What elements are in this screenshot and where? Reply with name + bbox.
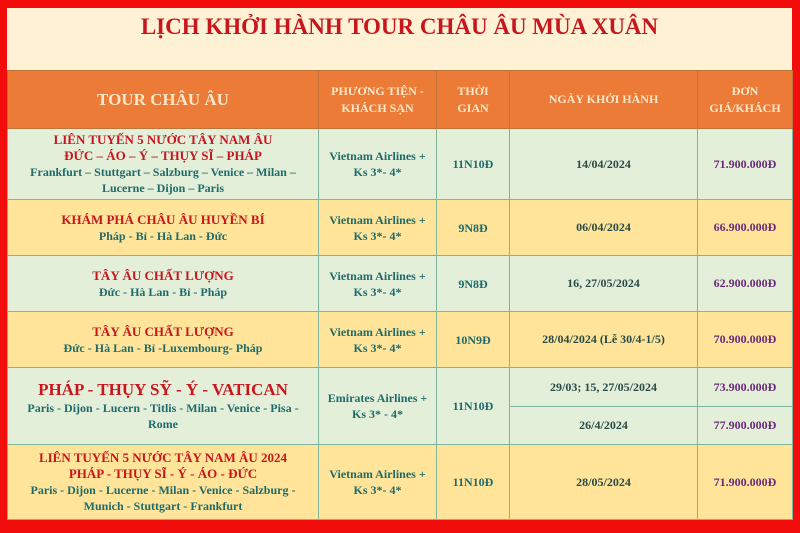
table-header-row [8, 71, 793, 129]
table-row [8, 445, 793, 520]
page-title: LỊCH KHỞI HÀNH TOUR CHÂU ÂU MÙA XUÂN [7, 8, 792, 70]
duration-cell: 11N10Đ [437, 445, 510, 520]
transport-cell: Vietnam Airlines + Ks 3*- 4* [319, 312, 437, 368]
duration-cell: 10N9Đ [437, 312, 510, 368]
tour-cell [8, 256, 319, 312]
price-cell: 66.900.000Đ [698, 200, 793, 256]
departure-cell: 28/05/2024 [510, 445, 698, 520]
tour-schedule-table [7, 70, 793, 520]
tour-cell [8, 129, 319, 200]
tour-title: TÂY ÂU CHẤT LƯỢNG [92, 267, 234, 283]
departure-cell: 26/4/2024 [510, 407, 698, 445]
tour-route: Paris - Dijon - Lucerne - Milan - Venice - Salzburg - Munich - Stuttgart - Frankfurt [30, 483, 296, 513]
table-row [8, 368, 793, 407]
tour-cell [8, 200, 319, 256]
table-row [8, 256, 793, 312]
tour-title: LIÊN TUYẾN 5 NƯỚC TÂY NAM ÂU 2024 [38, 450, 288, 465]
price-cell: 77.900.000Đ [698, 407, 793, 445]
transport-cell: Vietnam Airlines + Ks 3*- 4* [319, 200, 437, 256]
duration-cell: 9N8Đ [437, 256, 510, 312]
transport-cell: Emirates Airlines + Ks 3* - 4* [319, 368, 437, 445]
tour-route: Paris - Dijon - Lucern - Titlis - Milan - Venice - Pisa - Rome [27, 401, 299, 431]
table-row [8, 312, 793, 368]
tour-title: PHÁP - THỤY SĨ - Ý - ÁO - ĐỨC [68, 466, 258, 481]
price-cell: 73.900.000Đ [698, 368, 793, 407]
header-transport: PHƯƠNG TIỆN - KHÁCH SẠN [319, 71, 437, 129]
tour-cell [8, 445, 319, 520]
tour-route: Đức - Hà Lan - Bỉ -Luxembourg- Pháp [63, 340, 263, 355]
duration-cell: 11N10Đ [437, 368, 510, 445]
tour-title: KHÁM PHÁ CHÂU ÂU HUYỀN BÍ [61, 211, 265, 227]
tour-title: ĐỨC – ÁO – Ý – THỤY SĨ – PHÁP [64, 148, 262, 163]
transport-cell: Vietnam Airlines + Ks 3*- 4* [319, 256, 437, 312]
price-cell: 62.900.000Đ [698, 256, 793, 312]
header-tour: TOUR CHÂU ÂU [8, 71, 319, 129]
duration-cell: 9N8Đ [437, 200, 510, 256]
transport-cell: Vietnam Airlines + Ks 3*- 4* [319, 445, 437, 520]
table-row [8, 129, 793, 200]
price-cell: 71.900.000Đ [698, 129, 793, 200]
departure-cell: 06/04/2024 [510, 200, 698, 256]
departure-cell: 14/04/2024 [510, 129, 698, 200]
header-duration: THỜI GIAN [437, 71, 510, 129]
transport-cell: Vietnam Airlines + Ks 3*- 4* [319, 129, 437, 200]
tour-route: Đức - Hà Lan - Bỉ - Pháp [98, 284, 228, 299]
tour-title: LIÊN TUYẾN 5 NƯỚC TÂY NAM ÂU [53, 132, 273, 147]
header-price: ĐƠN GIÁ/KHÁCH [698, 71, 793, 129]
tour-cell [8, 312, 319, 368]
departure-cell: 16, 27/05/2024 [510, 256, 698, 312]
duration-cell: 11N10Đ [437, 129, 510, 200]
header-departure: NGÀY KHỞI HÀNH [510, 71, 698, 129]
tour-route: Frankfurt – Stuttgart – Salzburg – Venice – Milan – Lucerne – Dijon – Paris [30, 165, 296, 195]
departure-cell: 29/03; 15, 27/05/2024 [510, 368, 698, 407]
schedule-frame [7, 8, 792, 518]
price-cell: 71.900.000Đ [698, 445, 793, 520]
tour-cell [8, 368, 319, 445]
tour-title: TÂY ÂU CHẤT LƯỢNG [92, 323, 234, 339]
price-cell: 70.900.000Đ [698, 312, 793, 368]
table-row [8, 200, 793, 256]
tour-title: PHÁP - THỤY SỸ - Ý - VATICAN [38, 380, 288, 399]
departure-cell: 28/04/2024 (Lễ 30/4-1/5) [510, 312, 698, 368]
tour-route: Pháp - Bỉ - Hà Lan - Đức [98, 228, 228, 243]
